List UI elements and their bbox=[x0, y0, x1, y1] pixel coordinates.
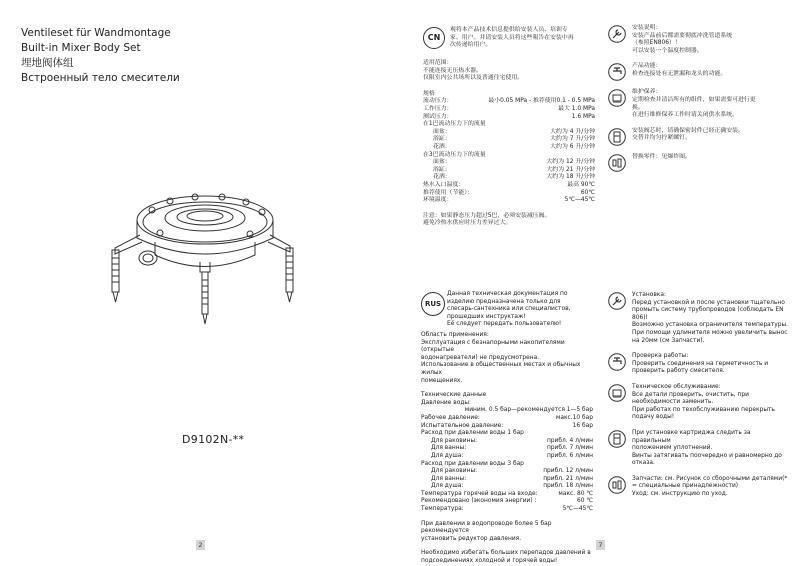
rus-side-item: При установке картриджа следить за правильным положением уплотнений. Винты затягивать поочередно и равномерно до отказа. bbox=[608, 430, 788, 468]
cn-scope-title: 适用范围： bbox=[423, 60, 453, 66]
rus-flow-row: Для раковины: прибл. 4 л/мин bbox=[431, 437, 593, 444]
rus-side-item: Установка: Перед установкой и после установки тщательно промыть систему трубопроводов (соблюдать EN 806)! Возможно установка ограничителя температуры. При помощи удлинителя можно увеличить вынос на 20мм (см Запчасти). bbox=[608, 292, 788, 345]
cn-temp-row: 热水入口温度： 最高 90℃ bbox=[423, 181, 595, 188]
model-number: D9102N-** bbox=[182, 433, 245, 446]
cn-intro: 观将本产品技术信息提供给安装人员、培训专 家、用户。并请安装人员将这些報告在安装中再 次传递给用户。 bbox=[450, 27, 574, 49]
cn-flow-row: 面盆： 大约为 4 升/分钟 bbox=[433, 128, 595, 135]
cn-note: 注意：如果静态压力超过5巴，必须安装减压阀。 bbox=[423, 212, 551, 219]
cn-main-column: 适用范围： 不能连接无压热水器。 仅限室内公共场所以及普通住宅使用。 规格 流动压力： 最小0.05 MPa - 推荐使用0.1 - 0.5 MPa 工作压力： 最大 1.0 MPa 测试压力： 1.6 MPa 在1巴流动压力下的流量 面盆： 大约为 4 升/分钟 浴缸： 大约为 7 升/分钟 花洒： 大约为 6 升/分钟 在3巴流动压力下的流量 面盆： 大约为 12 升/分钟 浴缸： 大约为 21 升/分钟 花洒： 大约为 18 升/分钟 热水入口温度： 最高 90℃ 推荐使用（节能）： 60℃ 环境温度： 5℃—45℃ 注意：如果静态压力超过5巴，必须安装减压阀。 避免冷热水供应时压力差异过大。 bbox=[423, 60, 595, 227]
title-en: Built-in Mixer Body Set bbox=[21, 42, 141, 54]
faucet-icon bbox=[608, 353, 626, 371]
cn-side-column bbox=[608, 25, 768, 180]
cn-spec-row: 工作压力： 最大 1.0 MPa bbox=[423, 105, 595, 112]
rus-spec-row: Рабочее давление: макс.10 бар bbox=[421, 414, 593, 421]
wrench-icon bbox=[608, 25, 626, 43]
rus-flow-row: Для ванны: прибл. 21 л/мин bbox=[431, 475, 593, 482]
cn-side-item: 安装说明： 安装产品前后都需要彻底冲洗管道系统 （参照EN806）！ 可以安装一个温度控制器。 bbox=[608, 25, 768, 55]
rus-intro: Данная техническая документация по изделию предназначена только для слесарь-сантехника или специалистов, прошедших инструктаж! Её следует передать пользователю! bbox=[447, 291, 571, 328]
rus-spec-row: миним. 0.5 бар—рекомендуется 1—5 бар bbox=[464, 407, 593, 414]
cn-flow-row: 面盆： 大约为 12 升/分钟 bbox=[433, 159, 595, 166]
spare-parts-icon bbox=[608, 476, 626, 494]
rus-specs-title: Технические данные bbox=[421, 392, 487, 399]
rus-temp-row: Температура горячей воды на входе: макс. 80 ℃ bbox=[421, 490, 593, 497]
right-page-number: 7 bbox=[596, 540, 605, 550]
title-cn: 埋地阀体组 bbox=[21, 57, 74, 69]
rus-flow-row: Для душа: прибл. 18 л/мин bbox=[431, 483, 593, 490]
rus-flow-row: Для душа: прибл. 6 л/мин bbox=[431, 452, 593, 459]
cn-side-item: 产品功能： 检查连接处有无泄漏和龙头的功能。 bbox=[608, 63, 768, 81]
cn-side-item: 维护保养： 定期检查并清洁所有的组件，如果需要可进行更 换。 在进行维修保养工作时请关闭供水系统。 bbox=[608, 89, 768, 119]
cn-language-badge: CN bbox=[423, 27, 445, 49]
cleaning-icon bbox=[608, 89, 626, 107]
cn-specs-title: 规格 bbox=[423, 90, 435, 97]
title-de: Ventileset für Wandmontage bbox=[21, 27, 171, 39]
left-title-block bbox=[21, 26, 180, 86]
rus-side-item: Проверка работы: Проверить соединения на герметичность и проверить работу смесителя. bbox=[608, 353, 788, 376]
title-ru: Встроенный тело смесители bbox=[21, 72, 180, 84]
rus-side-item: Техническое обслуживание: Все детали проверить, очистить, при необходимости заменить. При работах по техобслуживанию перекрыть подачу воды! bbox=[608, 384, 788, 422]
rus-temp-row: Рекомендовано (экономия энергии) : 60 ℃ bbox=[421, 498, 593, 505]
cn-spec-row: 流动压力： 最小0.05 MPa - 推荐使用0.1 - 0.5 MPa bbox=[423, 98, 595, 105]
cartridge-icon bbox=[608, 128, 626, 146]
cn-flow-row: 浴缸： 大约为 7 升/分钟 bbox=[433, 136, 595, 143]
rus-flow-row: Для раковины: прибл. 12 л/мин bbox=[431, 468, 593, 475]
cn-flow-row: 花洒： 大约为 18 升/分钟 bbox=[433, 174, 595, 181]
cn-flow-row: 花洒： 大约为 6 升/分钟 bbox=[433, 143, 595, 150]
faucet-icon bbox=[608, 63, 626, 81]
rus-spec-row: Испытательное давление: 16 бар bbox=[421, 422, 593, 429]
rus-main-column: Область применения: Эксплуатация с безнапорными накопителями (открытые водонагреватели) не предусмотрена. Использование в общественных местах и обычных жилых помещениях. Технические данные Давление воды: миним. 0.5 бар—рекомендуется 1—5 бар Рабочее давление: макс.10 бар Испытательное давление: 16 бар Расход при давлении воды 1 бар Для раковины: прибл. 4 л/мин Для ванны: прибл. 7 л/мин Для душа: прибл. 6 л/мин Расход при давлении воды 3 бар Для раковины: прибл. 12 л/мин Для ванны: прибл. 21 л/мин Для душа: прибл. 18 л/мин Температура горячей воды на входе: макс. 80 ℃ Рекомендовано (экономия энергии) : 60 ℃ Температура: 5℃—45℃ При давлении в водопроводе более 5 бар рекомендуется установить редуктор давления. Необходимо избегать больших перепадов давлений в подсоединениях холодной и горячей воды! bbox=[421, 332, 593, 565]
cn-spec-row: 测试压力： 1.6 MPa bbox=[423, 113, 595, 120]
spare-parts-icon bbox=[608, 154, 626, 172]
rus-scope-title: Область применения: bbox=[421, 332, 489, 338]
cn-temp-row: 推荐使用（节能）： 60℃ bbox=[423, 189, 595, 196]
wrench-icon bbox=[608, 292, 626, 310]
rus-language-badge: RUS bbox=[421, 292, 445, 316]
cn-flow1-title: 在1巴流动压力下的流量 bbox=[423, 121, 486, 128]
cn-flow3-title: 在3巴流动压力下的流量 bbox=[423, 151, 486, 158]
cn-temp-row: 环境温度： 5℃—45℃ bbox=[423, 197, 595, 204]
cleaning-icon bbox=[608, 384, 626, 402]
cn-side-item: 安装阀芯时，请确保密封件已经正确安装。 交替并均匀拧紧螺钉。 bbox=[608, 128, 768, 146]
rus-flow-row: Для ванны: прибл. 7 л/мин bbox=[431, 445, 593, 452]
rus-temp-row: Температура: 5℃—45℃ bbox=[421, 506, 593, 513]
cn-flow-row: 浴缸： 大约为 21 升/分钟 bbox=[433, 166, 595, 173]
left-page-number: 2 bbox=[196, 540, 205, 550]
cartridge-icon bbox=[608, 430, 626, 448]
rus-side-column bbox=[608, 292, 788, 507]
rus-side-item: Запчасти: см. Рисунок со сборочными деталями(* = специальные принадлежности) Уход: см. инструкцию по уход. bbox=[608, 476, 788, 499]
mixer-body-drawing bbox=[100, 180, 310, 330]
cn-side-item: 替换零件：见爆炸图。 bbox=[608, 154, 768, 172]
